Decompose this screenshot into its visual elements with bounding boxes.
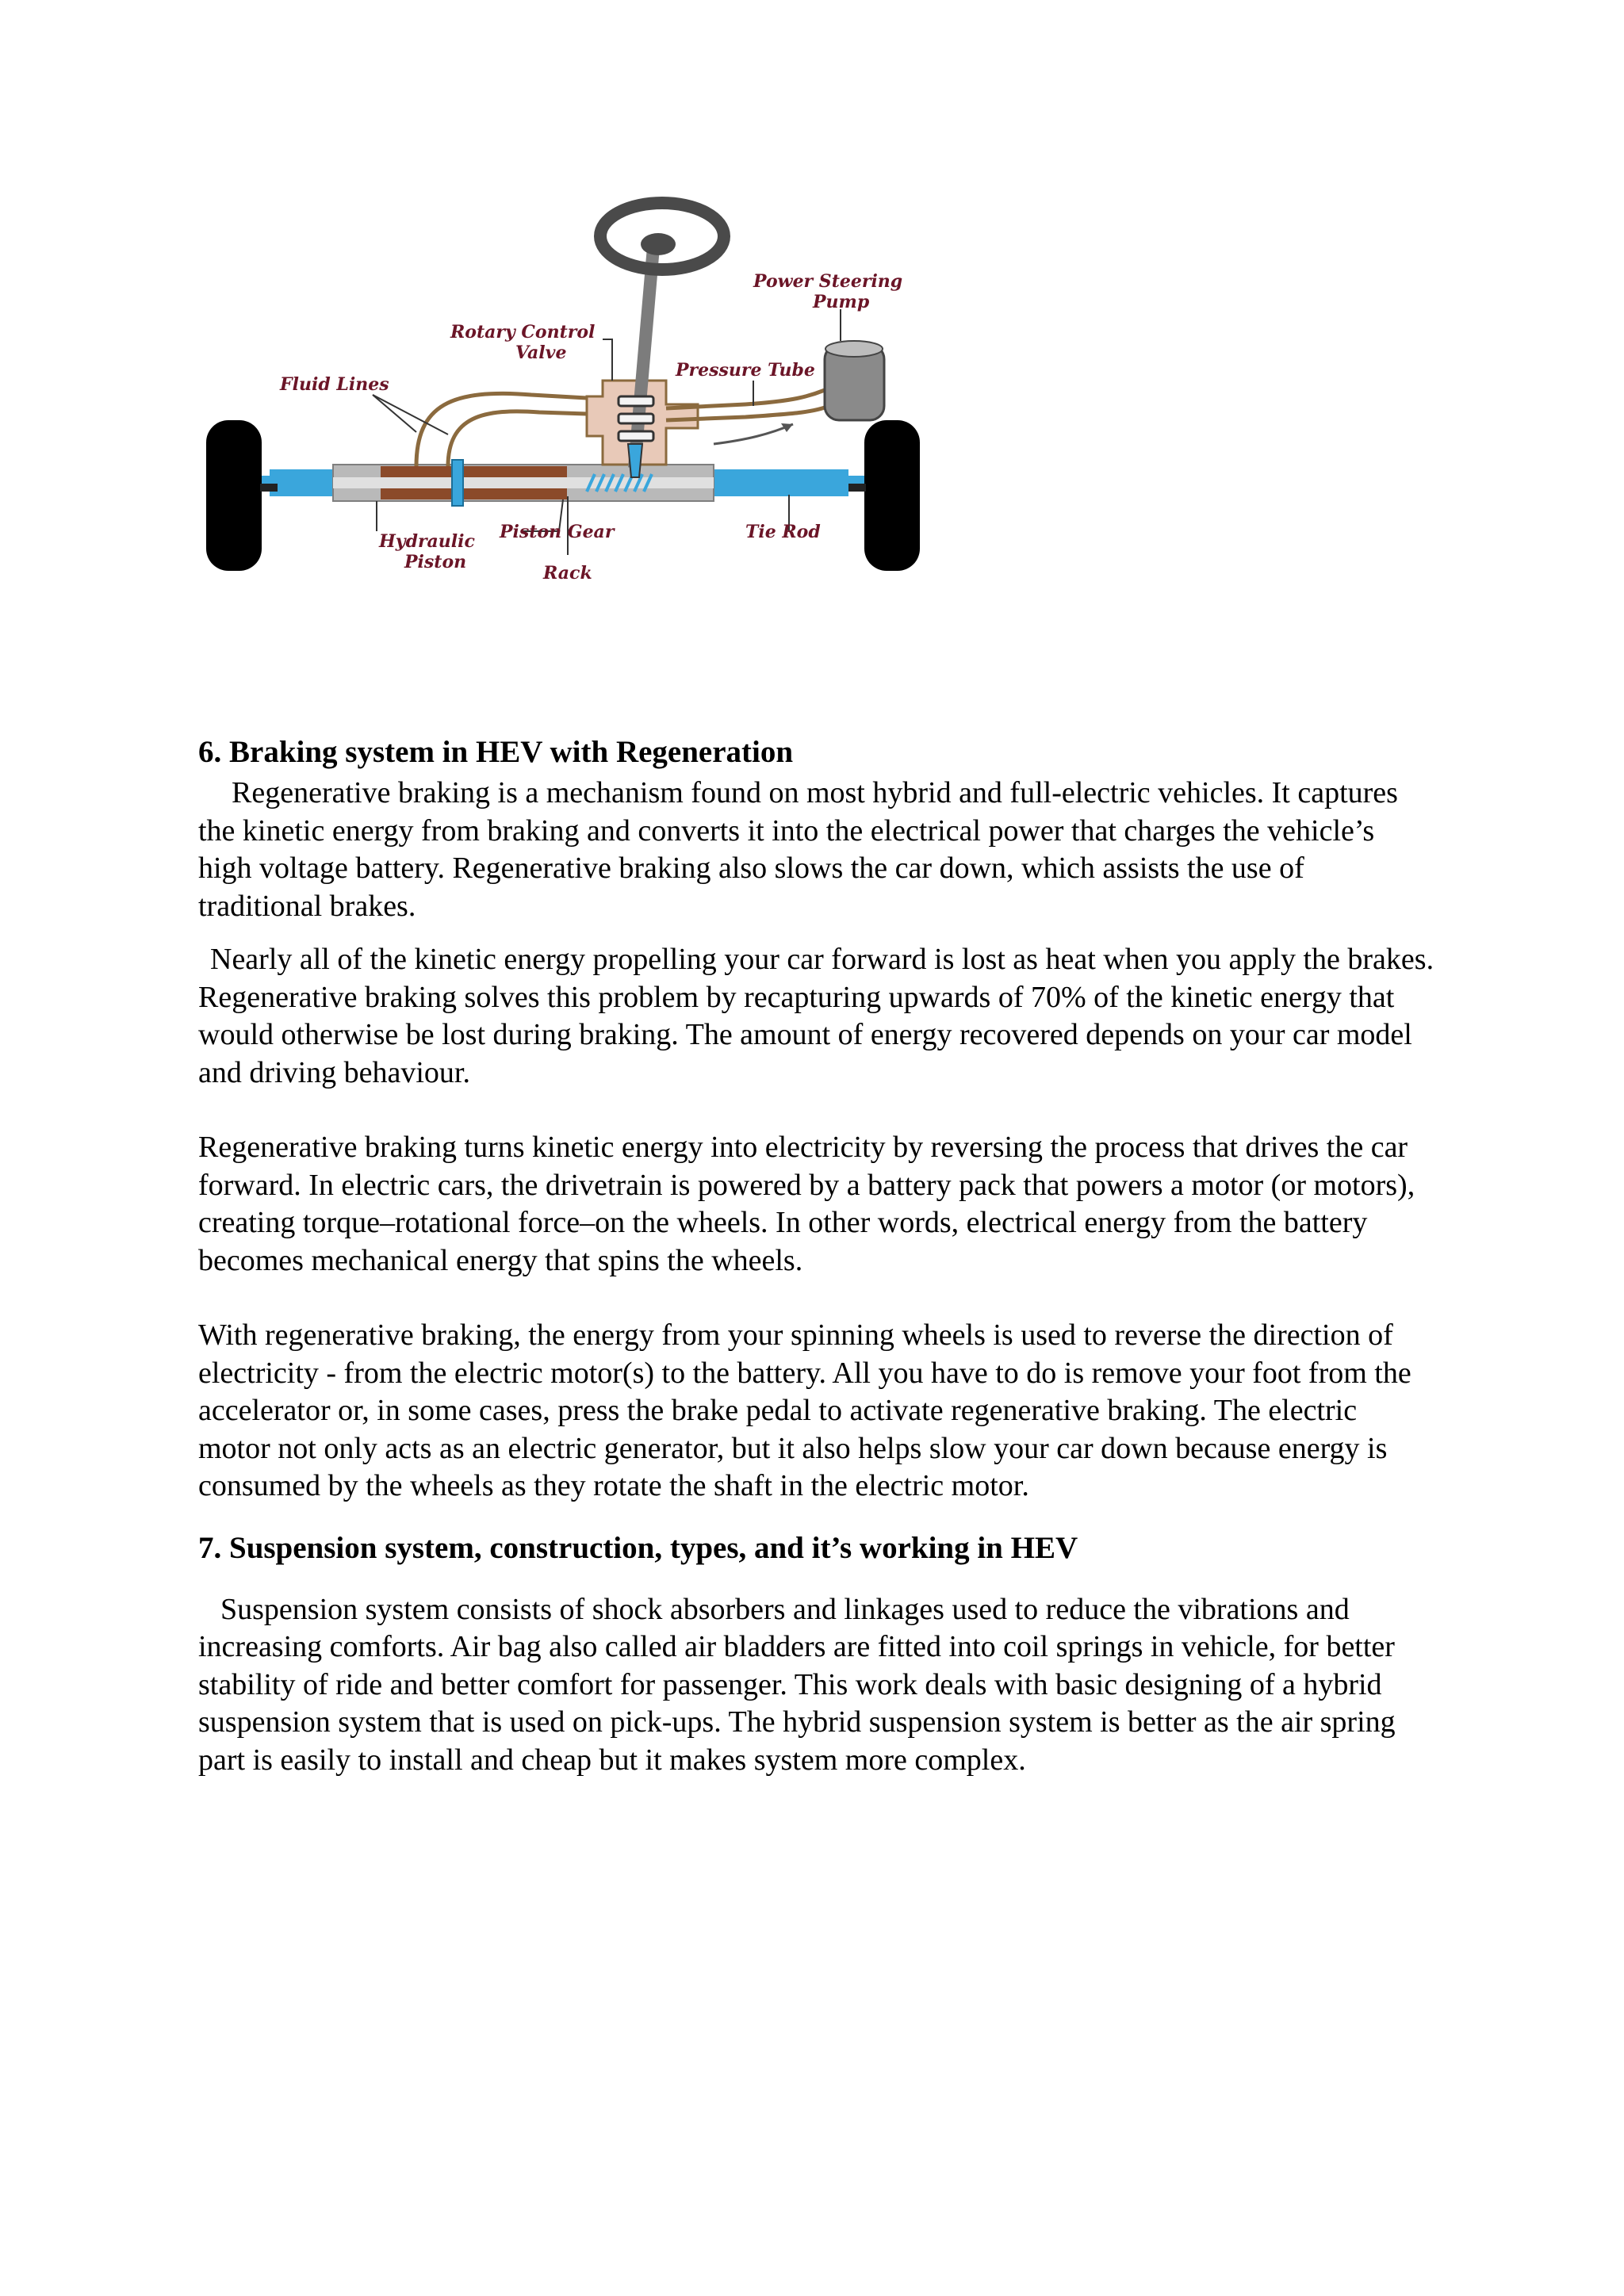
label-power-steering-pump-1: Power Steering — [753, 271, 903, 292]
label-piston-gear: Piston Gear — [500, 522, 615, 542]
left-wheel — [206, 420, 262, 571]
label-rotary-control-valve-2: Valve — [515, 342, 567, 363]
valve-rings — [619, 396, 653, 441]
pinion-gear — [628, 444, 642, 477]
right-hub — [848, 484, 866, 492]
flow-arrow — [714, 424, 793, 444]
section-6-paragraph-3: Regenerative braking turns kinetic energy into electricity by reversing the process that drives the car forward. In electric cars, the drivetrain is powered by a battery pack that powers a motor (or motors), creating torque–rotational force–on the wheels. In other words, electrical energy from the battery becomes mechanical energy that spins the wheels. — [198, 1131, 1415, 1277]
label-fluid-lines: Fluid Lines — [280, 374, 389, 395]
steering-hub — [641, 233, 676, 255]
section-6-paragraph-1: Regenerative braking is a mechanism found on most hybrid and full-electric vehicles. It captures the kinetic energy from braking and converts it into the electrical power that charges the vehicle’s high voltage battery. Regenerative braking also slows the car down, which assists the use of traditional brakes. — [198, 776, 1398, 923]
label-tie-rod: Tie Rod — [745, 522, 821, 542]
label-hydraulic-piston-1: Hydraulic — [379, 531, 475, 552]
right-wheel — [864, 420, 920, 571]
section-6-paragraph-4: With regenerative braking, the energy from your spinning wheels is used to reverse the direction of electricity - from the electric motor(s) to the battery. All you have to do is remove your foot from the accelerator or, in some cases, press the brake pedal to activate regenerative braking. The electric motor not only acts as an electric generator, but it also helps slow your car down because energy is consumed by the wheels as they rotate the shaft in the electric motor. — [198, 1318, 1411, 1502]
piston-rod — [333, 477, 714, 488]
section-7-heading: 7. Suspension system, construction, types, and it’s working in HEV — [198, 1530, 1078, 1565]
section-6-heading: 6. Braking system in HEV with Regeneration — [198, 735, 794, 769]
label-power-steering-pump-2: Pump — [813, 292, 870, 312]
left-hub — [260, 484, 278, 492]
power-steering-diagram — [190, 182, 936, 603]
label-rack: Rack — [543, 563, 592, 584]
pump-cap — [825, 341, 883, 357]
section-7-paragraph-1: Suspension system consists of shock absorbers and linkages used to reduce the vibrations and increasing comforts. Air bag also called air bladders are fitted into coil springs in vehicle, for better stability of ride and better comfort for passenger. This work deals with basic designing of a hybrid suspension system that is used on pick-ups. The hybrid suspension system is better as the air spring part is easily to install and cheap but it makes system more complex. — [198, 1592, 1396, 1777]
label-pressure-tube: Pressure Tube — [676, 360, 815, 381]
section-6-paragraph-2: Nearly all of the kinetic energy propelling your car forward is lost as heat when you apply the brakes. Regenerative braking solves this problem by recapturing upwards of 70% of the kinetic energy that would otherwise be lost during braking. The amount of energy recovered depends on your car model and driving behaviour. — [198, 943, 1434, 1089]
label-rotary-control-valve-1: Rotary Control — [450, 322, 596, 342]
hydraulic-piston-disc — [452, 460, 463, 506]
document-body — [198, 733, 1435, 1779]
label-hydraulic-piston-2: Piston — [404, 552, 467, 572]
